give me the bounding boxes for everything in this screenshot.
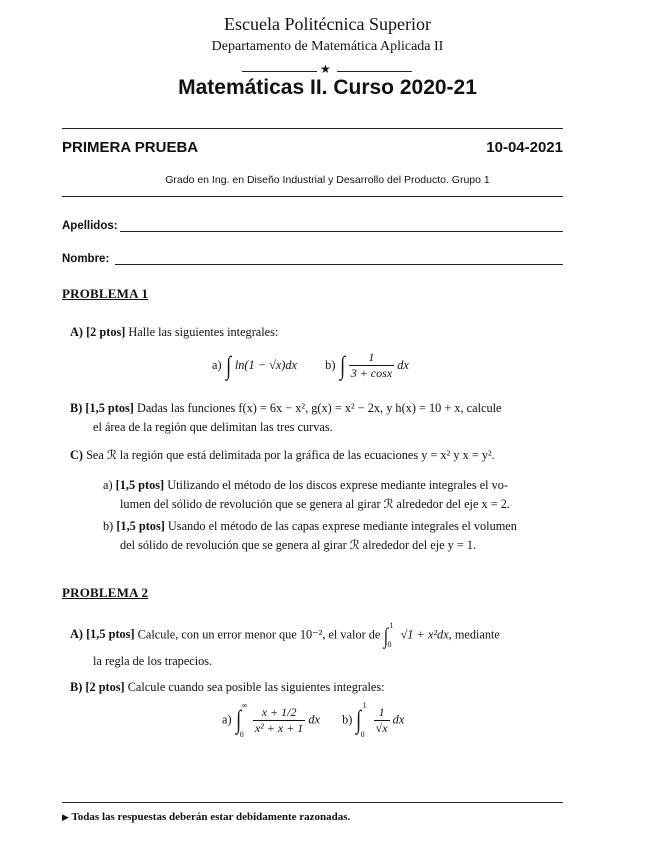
differential: dx bbox=[392, 712, 405, 727]
denominator: 3 + cosx bbox=[350, 366, 393, 380]
name-field[interactable] bbox=[115, 264, 563, 265]
exam-title: PRIMERA PRUEBA bbox=[62, 139, 199, 156]
statement-line-1: Dadas las funciones f(x) = 6x − x², g(x) = x² − 2x, y h(x) = 10 + x, calcule bbox=[136, 401, 502, 415]
lower-limit: 0 bbox=[360, 730, 365, 739]
item-label: B) bbox=[70, 680, 83, 694]
fraction bbox=[253, 705, 305, 736]
divider bbox=[62, 128, 563, 129]
p1-b bbox=[70, 399, 565, 437]
p1-c-a bbox=[103, 476, 565, 514]
differential: dx bbox=[308, 712, 320, 727]
lower-limit: 0 bbox=[239, 730, 244, 739]
sub-label: a) bbox=[222, 712, 232, 727]
points: [1,5 ptos] bbox=[85, 401, 134, 415]
integral-limits bbox=[360, 701, 371, 739]
sub-label: b) bbox=[325, 358, 336, 372]
differential: dx bbox=[397, 358, 409, 372]
p2-a bbox=[70, 618, 565, 671]
statement-line-2: la regla de los trapecios. bbox=[93, 654, 213, 668]
p2-b bbox=[70, 678, 385, 697]
statement-line-1-end: , mediante bbox=[448, 627, 500, 642]
fraction bbox=[349, 350, 394, 381]
footer-note bbox=[62, 811, 350, 823]
item-label: C) bbox=[70, 448, 83, 462]
department-name: Departamento de Matemática Aplicada II bbox=[211, 39, 444, 54]
upper-limit: 1 bbox=[389, 621, 394, 630]
statement: Sea ℛ la región que está delimitada por la gráfica de las ecuaciones y = x² y x = y². bbox=[86, 448, 495, 462]
statement-line-2: lumen del sólido de revolución que se genera al girar ℛ alrededor del eje x = 2. bbox=[120, 497, 510, 511]
integrand: √1 + x²dx bbox=[400, 627, 449, 642]
sub-label: a) bbox=[212, 358, 222, 372]
problem-2-title: PROBLEMA 2 bbox=[62, 585, 149, 600]
points: [1,5 ptos] bbox=[86, 626, 135, 641]
p1-c-b bbox=[103, 517, 565, 555]
statement-line-2: del sólido de revolución que se genera al girar ℛ alrededor del eje y = 1. bbox=[120, 538, 477, 552]
statement-line-2: el área de la región que delimitan las tres curvas. bbox=[93, 420, 333, 434]
upper-limit: 1 bbox=[362, 701, 367, 710]
arrow-right-icon: ▶ bbox=[62, 812, 69, 822]
problem-1-title: PROBLEMA 1 bbox=[62, 286, 149, 301]
points: [1,5 ptos] bbox=[116, 519, 165, 533]
name-label: Nombre: bbox=[62, 253, 110, 265]
surname-label: Apellidos: bbox=[62, 220, 118, 232]
star-icon: ★ bbox=[320, 62, 331, 76]
item-label: A) bbox=[70, 325, 83, 339]
p1-a bbox=[70, 323, 278, 342]
statement: Halle las siguientes integrales: bbox=[128, 325, 279, 339]
exam-date: 10-04-2021 bbox=[486, 139, 563, 156]
points: [1,5 ptos] bbox=[115, 478, 165, 492]
upper-limit: ∞ bbox=[241, 701, 248, 710]
footer-text: Todas las respuestas deberán estar debidamente razonadas. bbox=[71, 811, 351, 823]
degree-line: Grado en Ing. en Diseño Industrial y Desarrollo del Producto. Grupo 1 bbox=[165, 174, 490, 186]
integral-limits bbox=[239, 701, 250, 739]
integral-symbol-icon: ∫ bbox=[339, 350, 345, 380]
sub-label: a) bbox=[103, 478, 113, 492]
integral-a: ln(1 − √x)dx bbox=[234, 358, 298, 372]
item-label: A) bbox=[70, 626, 83, 641]
p2-b-integrals bbox=[222, 703, 404, 747]
numerator: 1 bbox=[374, 705, 390, 721]
denominator: x² + x + 1 bbox=[254, 720, 304, 735]
divider bbox=[62, 802, 563, 803]
integral-limits bbox=[389, 618, 397, 652]
course-title: Matemáticas II. Curso 2020-21 bbox=[178, 76, 477, 99]
lower-limit: 0 bbox=[387, 640, 392, 649]
item-label: B) bbox=[70, 401, 83, 415]
divider bbox=[62, 196, 563, 197]
surname-field[interactable] bbox=[120, 231, 563, 232]
integral-symbol-icon: ∫ bbox=[356, 705, 362, 734]
p1-a-integrals bbox=[212, 350, 409, 388]
statement-line-1: Usando el método de las capas exprese mediante integrales el volumen bbox=[167, 519, 517, 533]
denominator: √x bbox=[375, 720, 388, 735]
p1-c bbox=[70, 446, 495, 465]
integral-symbol-icon: ∫ bbox=[235, 705, 241, 734]
numerator: x + 1/2 bbox=[253, 705, 305, 721]
numerator: 1 bbox=[349, 350, 394, 366]
sub-label: b) bbox=[103, 519, 114, 533]
integral-symbol-icon: ∫ bbox=[384, 622, 389, 648]
points: [2 ptos] bbox=[86, 325, 126, 339]
sub-label: b) bbox=[342, 712, 353, 727]
statement-line-1: Calcule, con un error menor que 10⁻², el valor de bbox=[137, 627, 381, 642]
statement-line-1: Utilizando el método de los discos exprese mediante integrales el vo- bbox=[167, 478, 509, 492]
statement: Calcule cuando sea posible las siguientes integrales: bbox=[127, 680, 385, 694]
points: [2 ptos] bbox=[85, 680, 125, 694]
school-name: Escuela Politécnica Superior bbox=[224, 14, 431, 34]
fraction bbox=[374, 705, 390, 736]
integral-symbol-icon: ∫ bbox=[225, 350, 231, 380]
